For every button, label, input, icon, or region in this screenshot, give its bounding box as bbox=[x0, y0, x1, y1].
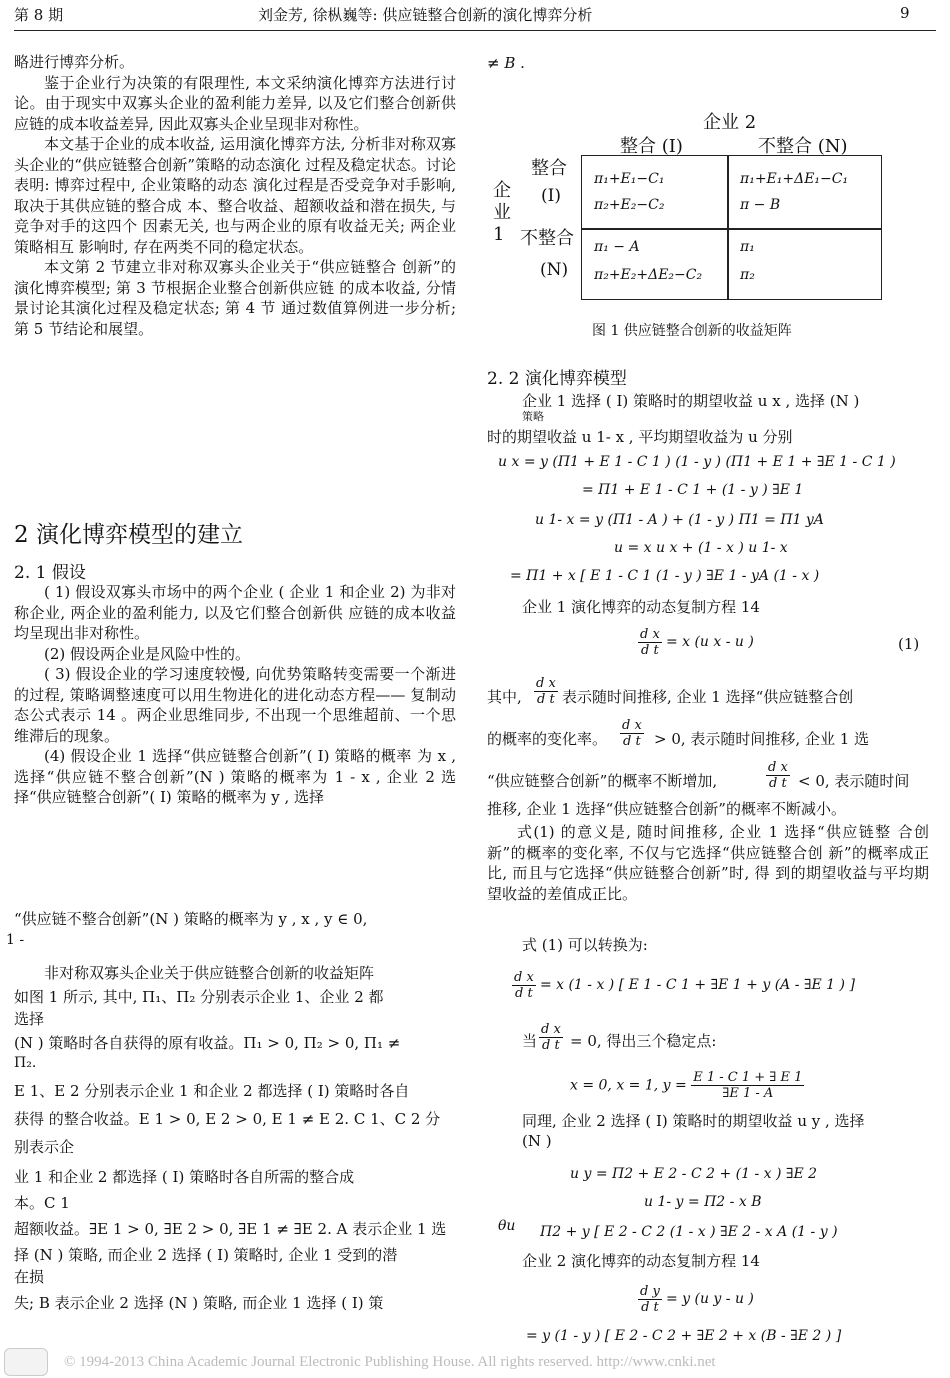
text-line: 失; B 表示企业 2 选择 (N ) 策略, 而企业 1 选择 ( I) 策 bbox=[14, 1294, 384, 1312]
fraction-numerator: d x bbox=[640, 627, 660, 642]
matrix-cell: π₁+E₁+ΔE₁−C₁ bbox=[740, 171, 849, 187]
paragraph: 式(1) 的意义是, 随时间推移, 企业 1 选择“供应链整 合创新”的概率的变化率, 不仅与它选择“供应链整合创 新”的概率成正比, 而且与它选择“供应链整合创新”时, 得 到的期望收益与平均期望收益的差值成正比。 bbox=[487, 823, 929, 903]
paragraph: (4) 假设企业 1 选择“供应链整合创新”( I) 策略的概率 为 x , 选择“供应链不整合创新”(N ) 策略的概率为 1 - x , 企业 2 选择“供应链整合创新”( I) 策略的概率为 y , 选择 bbox=[14, 747, 456, 806]
text-line: 当 bbox=[522, 1032, 538, 1050]
matrix-cell: π₁ bbox=[740, 239, 755, 255]
equation-symbol: θu bbox=[498, 1218, 516, 1234]
page-number: 9 bbox=[900, 4, 910, 22]
matrix-cell: π₂ bbox=[740, 267, 755, 283]
matrix-row-integrate: 整合 bbox=[531, 158, 567, 179]
text-line: ≠ B . bbox=[487, 54, 525, 72]
text-line: E 1、E 2 分别表示企业 1 和企业 2 都选择 ( I) 策略时各自 bbox=[14, 1082, 410, 1100]
equation: u x = y (Π1 + E 1 - C 1 ) (1 - y ) (Π1 + E 1 + ∃E 1 - C 1 ) bbox=[498, 454, 896, 470]
paragraph: 鉴于企业行为决策的有限理性, 本文采纳演化博弈方法进行讨论。由于现实中双寡头企业的盈利能力差异, 以及它们整合创新供应链的成本收益差异, 因此双寡头企业呈现非对称性。 bbox=[14, 73, 456, 133]
text-line: (N ) 策略时各自获得的原有收益。Π₁ > 0, Π₂ > 0, Π₁ ≠ bbox=[14, 1034, 401, 1052]
equation: u = x u x + (1 - x ) u 1- x bbox=[614, 540, 788, 556]
matrix-cell: π₂+E₂−C₂ bbox=[594, 197, 665, 213]
equation: x = 0, x = 1, y = bbox=[570, 1077, 687, 1094]
matrix-col-integrate: 整合 (I) bbox=[620, 136, 683, 157]
issue-number: 第 8 期 bbox=[14, 6, 64, 24]
fraction bbox=[620, 718, 644, 749]
matrix-company2-label: 企业 2 bbox=[703, 112, 757, 133]
section-heading: 2 演化博弈模型的建立 bbox=[14, 522, 243, 548]
text-line: “供应链整合创新”的概率不断增加, bbox=[487, 772, 718, 790]
equation: u y = Π2 + E 2 - C 2 + (1 - x ) ∃E 2 bbox=[570, 1166, 818, 1182]
text-line: (N ) bbox=[522, 1132, 552, 1150]
fraction bbox=[534, 676, 558, 707]
paragraph: ( 1) 假设双寡头市场中的两个企业 ( 企业 1 和企业 2) 为非对称企业, 两企业的盈利能力, 以及它们整合创新供 应链的成本收益均呈现出非对称性。 bbox=[14, 583, 456, 642]
fraction bbox=[766, 760, 790, 791]
text-line: 择 (N ) 策略, 而企业 2 选择 ( I) 策略时, 企业 1 受到的潜 bbox=[14, 1246, 398, 1264]
fraction-numerator: d x bbox=[768, 760, 788, 775]
matrix-row-integrate-code: (I) bbox=[541, 186, 561, 206]
text-line: 策略 bbox=[522, 410, 544, 423]
subsection-heading: 2. 2 演化博弈模型 bbox=[487, 369, 627, 389]
fraction-denominator: d t bbox=[623, 734, 641, 749]
equation: = Π1 + E 1 - C 1 + (1 - y ) ∃E 1 bbox=[582, 482, 804, 498]
text-line: 业 1 和企业 2 都选择 ( I) 策略时各自所需的整合成 bbox=[14, 1168, 355, 1186]
matrix-company1-label: 企业 1 bbox=[493, 180, 511, 245]
text-line: 在损 bbox=[14, 1268, 45, 1286]
fraction-numerator: d x bbox=[622, 718, 642, 733]
equation-number: (1) bbox=[898, 635, 920, 653]
paragraph: 本文第 2 节建立非对称双寡头企业关于“供应链整合 创新”的演化博弈模型; 第 3 节根据企业整合创新供应链 的成本收益, 分情景讨论其演化过程及稳定状态; 第 4 节 通过数值算例进一步分析; 第 5 节结论和展望。 bbox=[14, 258, 456, 338]
fraction-denominator: d t bbox=[537, 692, 555, 707]
fraction-denominator: d t bbox=[641, 1300, 659, 1315]
copyright-footer: © 1994-2013 China Academic Journal Electronic Publishing House. All rights reserved. http://www.cnki.net bbox=[64, 1354, 716, 1370]
equation-2 bbox=[512, 970, 855, 1001]
equation-1 bbox=[638, 627, 754, 658]
fraction-denominator: d t bbox=[769, 776, 787, 791]
equation-rhs: = x (1 - x ) [ E 1 - C 1 + ∃E 1 + y (A - ∃E 1 ) ] bbox=[539, 977, 855, 993]
matrix-cell: π₁+E₁−C₁ bbox=[594, 171, 665, 187]
text-line: < 0, 表示随时间 bbox=[798, 772, 910, 790]
fraction-numerator: d x bbox=[541, 1022, 561, 1037]
fraction-numerator: d y bbox=[640, 1284, 660, 1299]
equation: u 1- y = Π2 - x B bbox=[644, 1194, 762, 1210]
text-line: Π₂. bbox=[14, 1055, 37, 1071]
text-line: 非对称双寡头企业关于供应链整合创新的收益矩阵 bbox=[44, 964, 375, 982]
paragraph: ( 3) 假设企业的学习速度较慢, 向优势策略转变需要一个渐进的过程, 策略调整速度可以用生物进化的进化动态方程—— 复制动态公式表示 14 。两企业思维同步, 不出现一个思维超前、一个思维滞后的现象。 bbox=[14, 665, 456, 745]
running-title: 刘金芳, 徐枞巍等: 供应链整合创新的演化博弈分析 bbox=[258, 6, 593, 24]
equation: = Π1 + x [ E 1 - C 1 (1 - y ) ∃E 1 - yA (1 - x ) bbox=[510, 568, 820, 584]
text-line: 别表示企 bbox=[14, 1138, 75, 1156]
text-line: 式 (1) 可以转换为: bbox=[522, 936, 648, 954]
paragraph: 本文基于企业的成本收益, 运用演化博弈方法, 分析非对称双寡头企业的“供应链整合创新”策略的动态演化 过程及稳定状态。讨论表明: 博弈过程中, 企业策略的动态 演化过程是否受竞争对手影响, 取决于其供应链的整合成 本、整合收益、超额收益和潜在损失, 与竞争对手的这四个 因素无关, 也与两企业的原有收益无关; 两企业策略相互 影响时, 存在两类不同的稳定状态。 bbox=[14, 135, 456, 256]
paragraph: (2) 假设两企业是风险中性的。 bbox=[44, 644, 251, 663]
fraction-numerator: E 1 - C 1 + ∃ E 1 bbox=[693, 1070, 803, 1085]
equation-3 bbox=[638, 1284, 754, 1315]
paragraph: 略进行博弈分析。 bbox=[14, 53, 135, 71]
matrix-row-not-integrate-code: (N) bbox=[540, 260, 569, 280]
text-line: 企业 2 演化博弈的动态复制方程 14 bbox=[522, 1252, 760, 1270]
text-line: 表示随时间推移, 企业 1 选择“供应链整合创 bbox=[562, 688, 854, 706]
text-line: 的概率的变化率。 bbox=[487, 730, 608, 748]
assumptions bbox=[14, 582, 456, 808]
payoff-matrix bbox=[581, 155, 882, 300]
equation: = y (1 - y ) [ E 2 - C 2 + ∃E 2 + x (B - ∃E 2 ) ] bbox=[526, 1328, 842, 1344]
fraction-numerator: d x bbox=[514, 970, 534, 985]
fraction bbox=[539, 1022, 563, 1053]
text-line: 时的期望收益 u 1- x , 平均期望收益为 u 分别 bbox=[487, 428, 793, 446]
text-line: = 0, 得出三个稳定点: bbox=[570, 1032, 717, 1050]
text-line: 推移, 企业 1 选择“供应链整合创新”的概率不断减小。 bbox=[487, 800, 846, 818]
text-line: 同理, 企业 2 选择 ( I) 策略时的期望收益 u y , 选择 bbox=[522, 1112, 865, 1130]
stable-points bbox=[570, 1070, 804, 1101]
matrix-divider bbox=[582, 228, 881, 230]
matrix-row-not-integrate: 不整合 bbox=[520, 228, 574, 249]
text-line: 1 - bbox=[6, 932, 25, 948]
text-line: > 0, 表示随时间推移, 企业 1 选 bbox=[654, 730, 870, 748]
text-line: 企业 1 演化博弈的动态复制方程 14 bbox=[522, 598, 760, 616]
text-line: 选择 bbox=[14, 1010, 45, 1028]
fraction-numerator: d x bbox=[536, 676, 556, 691]
matrix-col-not-integrate: 不整合 (N) bbox=[758, 136, 848, 157]
left-column-intro bbox=[14, 52, 456, 339]
equation-rhs: = y (u y - u ) bbox=[665, 1291, 754, 1307]
matrix-cell: π − B bbox=[740, 197, 781, 213]
text-line: 超额收益。∃E 1 > 0, ∃E 2 > 0, ∃E 1 ≠ ∃E 2. A 表示企业 1 选 bbox=[14, 1220, 447, 1238]
cnki-logo bbox=[4, 1348, 48, 1376]
figure-caption: 图 1 供应链整合创新的收益矩阵 bbox=[592, 323, 792, 339]
fraction-denominator: d t bbox=[542, 1038, 560, 1053]
fraction-denominator: ∃E 1 - A bbox=[722, 1086, 774, 1101]
equation: u 1- x = y (Π1 - A ) + (1 - y ) Π1 = Π1 yA bbox=[535, 512, 824, 528]
fraction-denominator: d t bbox=[515, 986, 533, 1001]
matrix-cell: π₁ − A bbox=[594, 239, 640, 255]
text-line: 企业 1 选择 ( I) 策略时的期望收益 u x , 选择 (N ) bbox=[522, 392, 860, 410]
fraction-denominator: d t bbox=[641, 643, 659, 658]
text-line: 其中, bbox=[487, 688, 522, 706]
subsection-heading: 2. 1 假设 bbox=[14, 563, 86, 583]
text-line: 本。C 1 bbox=[14, 1194, 70, 1212]
matrix-cell: π₂+E₂+ΔE₂−C₂ bbox=[594, 267, 703, 283]
equation-rhs: = x (u x - u ) bbox=[665, 634, 754, 650]
header-rule bbox=[14, 30, 936, 31]
text-line: 如图 1 所示, 其中, Π₁、Π₂ 分别表示企业 1、企业 2 都 bbox=[14, 988, 384, 1006]
equation: Π2 + y [ E 2 - C 2 (1 - x ) ∃E 2 - x A (1 - y ) bbox=[540, 1224, 838, 1240]
text-line: “供应链不整合创新”(N ) 策略的概率为 y , x , y ∈ 0, bbox=[14, 910, 368, 928]
right-paragraph bbox=[487, 822, 929, 904]
fraction bbox=[638, 627, 662, 658]
text-line: 获得 的整合收益。E 1 > 0, E 2 > 0, E 1 ≠ E 2. C 1、C 2 分 bbox=[14, 1110, 441, 1128]
